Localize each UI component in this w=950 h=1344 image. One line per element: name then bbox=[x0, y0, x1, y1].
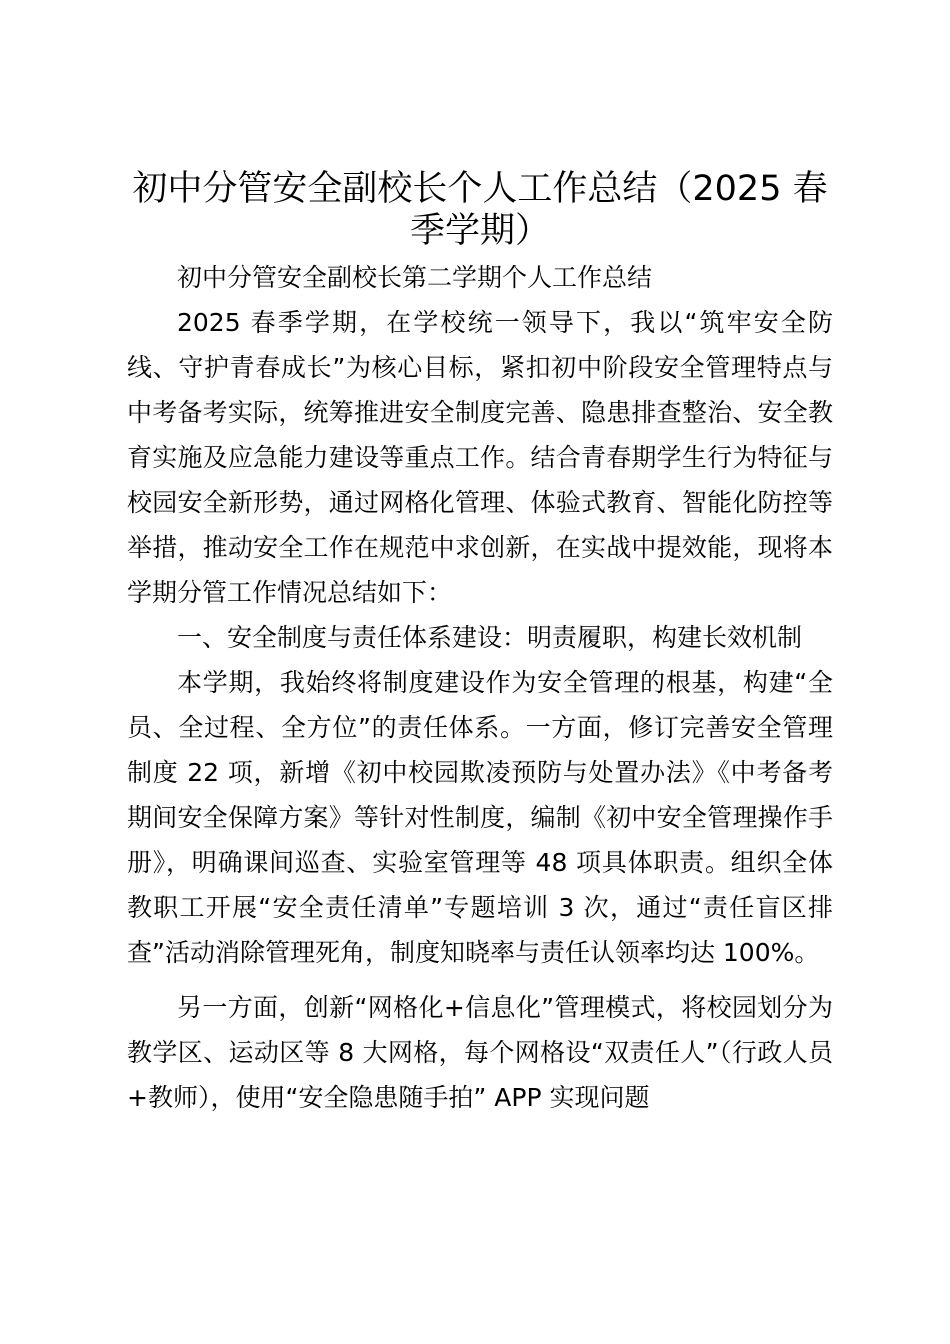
section-heading: 一、安全制度与责任体系建设：明责履职，构建长效机制 bbox=[177, 623, 803, 652]
document-title: 初中分管安全副校长个人工作总结（2025 春季学期） bbox=[132, 169, 828, 251]
body-paragraph: 本学期，我始终将制度建设作为安全管理的根基，构建“全员、全过程、全方位”的责任体系。一方面，修订完善安全管理制度 22 项，新增《初中校园欺凌预防与处置办法》《中考备考期间安全保障方案》等针对性制度，编制《初中安全管理操作手册》，明确课间巡查、实验室管理等 48 项具体职责。组织全体教职工开展“安全责任清单”专题培训 3 次，通过“责任盲区排查”活动消除管理死角，制度知晓率与责任认领率均达 100%。 bbox=[127, 668, 833, 967]
body-paragraph: 另一方面，创新“网格化+信息化”管理模式，将校园划分为教学区、运动区等 8 大网格，每个网格设“双责任人”（行政人员+教师），使用“安全隐患随手拍” APP 实现问题 bbox=[127, 993, 833, 1112]
intro-paragraph: 2025 春季学期，在学校统一领导下，我以“筑牢安全防线、守护青春成长”为核心目标，紧扣初中阶段安全管理特点与中考备考实际，统筹推进安全制度完善、隐患排查整治、安全教育实施及应急能力建设等重点工作。结合青春期学生行为特征与校园安全新形势，通过网格化管理、体验式教育、智能化防控等举措，推动安全工作在规范中求创新，在实战中提效能，现将本学期分管工作情况总结如下： bbox=[127, 308, 833, 607]
document-page bbox=[127, 168, 833, 1120]
document-subtitle: 初中分管安全副校长第二学期个人工作总结 bbox=[177, 263, 653, 292]
